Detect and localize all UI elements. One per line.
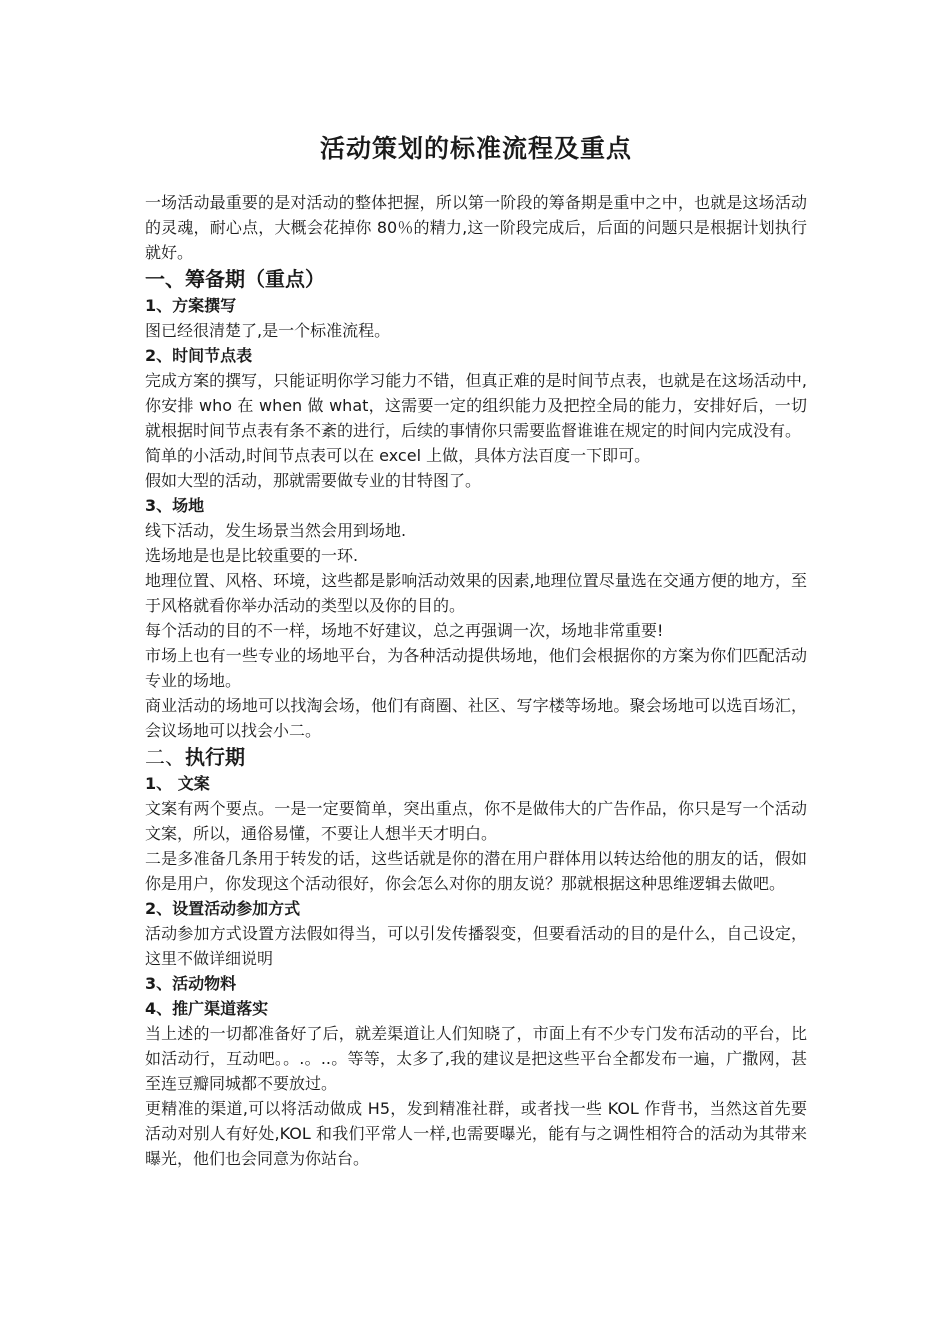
paragraph: 选场地是也是比较重要的一环. xyxy=(145,546,359,565)
paragraph: 完成方案的撰写，只能证明你学习能力不错，但真正难的是时间节点表，也就是在这场活动中,你安排 who 在 when 做 what，这需要一定的组织能力及把控全局的能力，安排好后，一切就根据时间节点表有条不紊的进行，后续的事情你只需要监督谁谁在规定的时间内完成没有。 xyxy=(145,371,807,440)
paragraph: 地理位置、风格、环境，这些都是影响活动效果的因素,地理位置尽量选在交通方便的地方，至于风格就看你举办活动的类型以及你的目的。 xyxy=(145,571,807,615)
subheading-channels: 4、推广渠道落实 xyxy=(145,999,269,1018)
paragraph: 文案有两个要点。一是一定要简单，突出重点，你不是做伟大的广告作品，你只是写一个活动文案，所以，通俗易懂，不要让人想半天才明白。 xyxy=(145,799,807,843)
paragraph: 商业活动的场地可以找淘会场，他们有商圈、社区、写字楼等场地。聚会场地可以选百场汇，会议场地可以找会小二。 xyxy=(145,696,807,740)
paragraph: 当上述的一切都准备好了后，就差渠道让人们知晓了，市面上有不少专门发布活动的平台，比如活动行，互动吧。。.。..。等等，太多了,我的建议是把这些平台全都发布一遍，广撒网，甚至连豆瓣同城都不要放过。 xyxy=(145,1024,807,1093)
paragraph: 图已经很清楚了,是一个标准流程。 xyxy=(145,321,391,340)
paragraph: 每个活动的目的不一样，场地不好建议，总之再强调一次，场地非常重要! xyxy=(145,621,664,640)
section-heading-prefix: 二、 xyxy=(145,745,185,769)
subheading-venue: 3、场地 xyxy=(145,496,205,515)
section-heading-main: 执行期 xyxy=(185,745,245,769)
paragraph: 线下活动，发生场景当然会用到场地. xyxy=(145,521,407,540)
paragraph: 简单的小活动,时间节点表可以在 excel 上做，具体方法百度一下即可。 xyxy=(145,446,651,465)
paragraph: 更精准的渠道,可以将活动做成 H5，发到精准社群，或者找一些 KOL 作背书，当然这首先要活动对别人有好处,KOL 和我们平常人一样,也需要曝光，能有与之调性相符合的活动为其带来曝光，他们也会同意为你站台。 xyxy=(145,1099,807,1168)
paragraph: 市场上也有一些专业的场地平台，为各种活动提供场地，他们会根据你的方案为你们匹配活动专业的场地。 xyxy=(145,646,807,690)
document-title: 活动策划的标准流程及重点 xyxy=(319,134,632,163)
paragraph: 活动参加方式设置方法假如得当，可以引发传播裂变，但要看活动的目的是什么，自己设定，这里不做详细说明 xyxy=(145,924,807,968)
section-heading-execution xyxy=(145,743,807,771)
paragraph: 二是多准备几条用于转发的话，这些话就是你的潜在用户群体用以转达给他的朋友的话，假如你是用户，你发现这个活动很好，你会怎么对你的朋友说？那就根据这种思维逻辑去做吧。 xyxy=(145,849,807,893)
intro-paragraph: 一场活动最重要的是对活动的整体把握，所以第一阶段的筹备期是重中之中，也就是这场活动的灵魂，耐心点，大概会花掉你 80％的精力,这一阶段完成后，后面的问题只是根据计划执行就好。 xyxy=(145,193,807,262)
subheading-copywriting: 1、 文案 xyxy=(145,774,210,793)
subheading-participation: 2、设置活动参加方式 xyxy=(145,899,301,918)
subheading-materials: 3、活动物料 xyxy=(145,974,237,993)
subheading-plan-writing: 1、方案撰写 xyxy=(145,296,237,315)
subheading-timeline: 2、时间节点表 xyxy=(145,346,253,365)
document-body xyxy=(145,190,807,1171)
paragraph: 假如大型的活动，那就需要做专业的甘特图了。 xyxy=(145,471,482,490)
section-heading-preparation: 一、筹备期（重点） xyxy=(145,267,325,291)
